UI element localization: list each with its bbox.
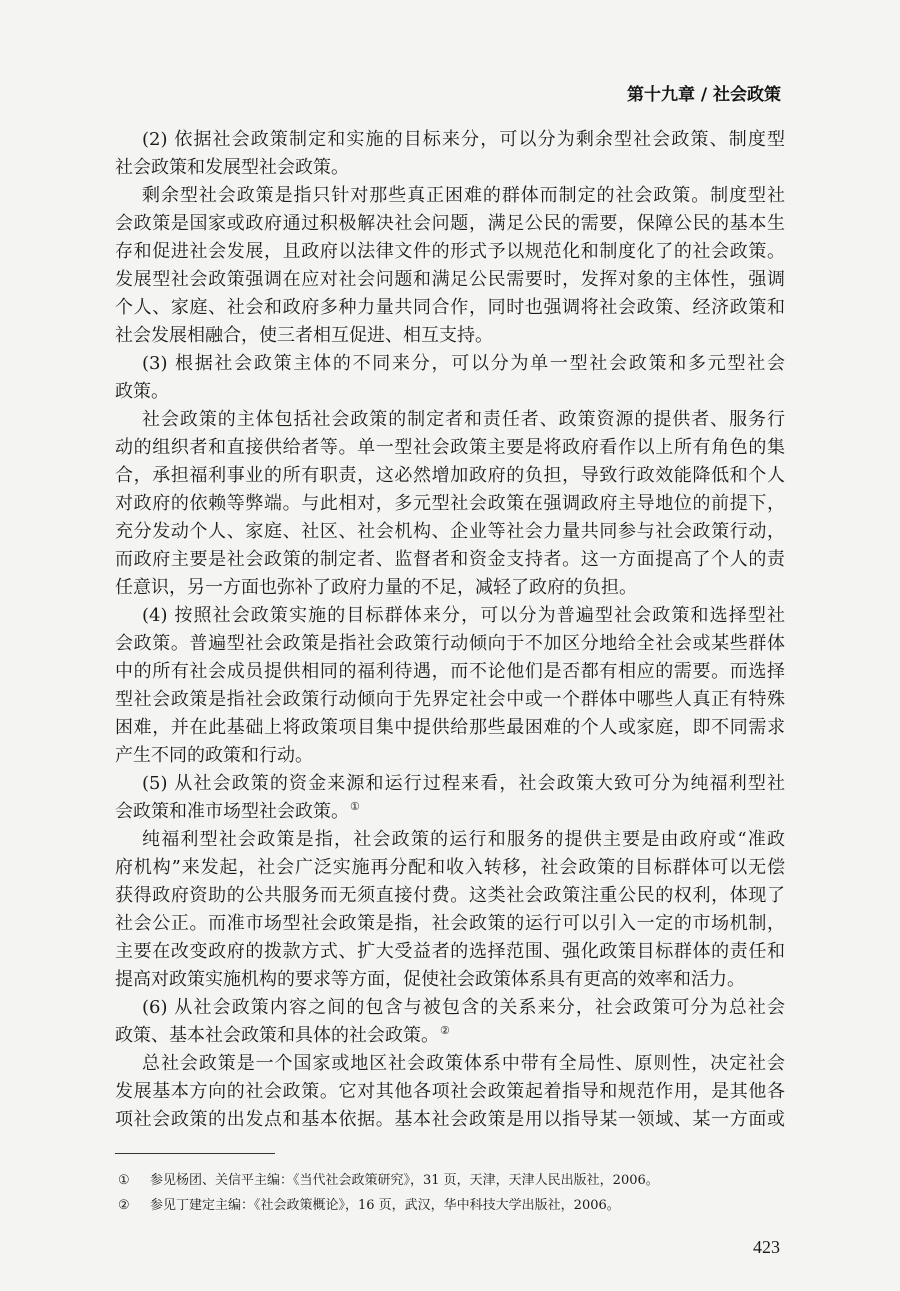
text-line: 总社会政策是一个国家或地区社会政策体系中带有全局性、原则性，决定社会 <box>142 1053 785 1074</box>
footnote-reference: ② <box>440 1024 450 1037</box>
paragraph <box>115 126 785 182</box>
text-line: 主要在改变政府的拨款方式、扩大受益者的选择范围、强化政策目标群体的责任和 <box>115 941 785 962</box>
paragraph <box>115 770 785 826</box>
text-line: (5) 从社会政策的资金来源和运行过程来看，社会政策大致可分为纯福利型社 <box>142 773 785 794</box>
text-line: 任意识，另一方面也弥补了政府力量的不足，减轻了政府的负担。 <box>115 577 637 598</box>
text-line: 发展基本方向的社会政策。它对其他各项社会政策起着指导和规范作用，是其他各 <box>115 1081 785 1102</box>
text-line: 项社会政策的出发点和基本依据。基本社会政策是用以指导某一领域、某一方面或 <box>115 1109 785 1130</box>
text-line <box>115 1022 785 1050</box>
text-line: 提高对政策实施机构的要求等方面，促使社会政策体系具有更高的效率和活力。 <box>115 969 745 990</box>
text-line-content: 会政策和准市场型社会政策。 <box>115 801 349 822</box>
text-line: 个人、家庭、社会和政府多种力量共同合作，同时也强调将社会政策、经济政策和 <box>115 297 785 318</box>
text-line: 社会政策的主体包括社会政策的制定者和责任者、政策资源的提供者、服务行 <box>142 409 785 430</box>
text-line: 社会发展相融合，使三者相互促进、相互支持。 <box>115 325 493 346</box>
text-line: 府机构”来发起，社会广泛实施再分配和收入转移，社会政策的目标群体可以无偿 <box>115 857 785 878</box>
text-line: 型社会政策是指社会政策行动倾向于先界定社会中或一个群体中哪些人真正有特殊 <box>115 689 785 710</box>
footnote-mark: ① <box>118 1173 130 1188</box>
paragraph <box>115 350 785 406</box>
text-line: 动的组织者和直接供给者等。单一型社会政策主要是将政府看作以上所有角色的集 <box>115 437 785 458</box>
text-line: 纯福利型社会政策是指，社会政策的运行和服务的提供主要是由政府或“准政 <box>142 829 785 850</box>
text-line: 发展型社会政策强调在应对社会问题和满足公民需要时，发挥对象的主体性，强调 <box>115 269 785 290</box>
footnote-text: 参见丁建定主编：《社会政策概论》，16 页，武汉，华中科技大学出版社，2006。 <box>150 1198 620 1213</box>
text-line: 政策。 <box>115 381 169 402</box>
footnote-text: 参见杨团、关信平主编：《当代社会政策研究》，31 页，天津，天津人民出版社，2006。 <box>150 1173 659 1188</box>
text-line-content: 政策、基本社会政策和具体的社会政策。 <box>115 1025 439 1046</box>
text-line: 困难，并在此基础上将政策项目集中提供给那些最困难的个人或家庭，即不同需求 <box>115 717 785 738</box>
footnote-reference: ① <box>350 800 360 813</box>
text-line: 会政策。普遍型社会政策是指社会政策行动倾向于不加区分地给全社会或某些群体 <box>115 633 785 654</box>
footnote <box>118 1168 798 1193</box>
paragraph <box>115 406 785 602</box>
paragraph <box>115 602 785 770</box>
paragraph <box>115 826 785 994</box>
running-header: 第十九章 / 社会政策 <box>626 85 781 105</box>
text-line: 社会政策和发展型社会政策。 <box>115 157 349 178</box>
text-line: (2) 依据社会政策制定和实施的目标来分，可以分为剩余型社会政策、制度型 <box>142 129 785 150</box>
page-number: 423 <box>753 1237 780 1257</box>
text-line: (3) 根据社会政策主体的不同来分，可以分为单一型社会政策和多元型社会 <box>142 353 785 374</box>
text-line: 充分发动个人、家庭、社区、社会机构、企业等社会力量共同参与社会政策行动， <box>115 521 785 542</box>
paragraph <box>115 1050 785 1134</box>
footnote <box>118 1193 798 1218</box>
text-line: 社会公正。而准市场型社会政策是指，社会政策的运行可以引入一定的市场机制， <box>115 913 785 934</box>
text-line: (6) 从社会政策内容之间的包含与被包含的关系来分，社会政策可分为总社会 <box>142 997 785 1018</box>
footnote-mark: ② <box>118 1198 130 1213</box>
text-line <box>115 798 785 826</box>
text-line: 中的所有社会成员提供相同的福利待遇，而不论他们是否都有相应的需要。而选择 <box>115 661 785 682</box>
text-line: 存和促进社会发展，且政府以法律文件的形式予以规范化和制度化了的社会政策。 <box>115 241 785 262</box>
text-line: 会政策是国家或政府通过积极解决社会问题，满足公民的需要，保障公民的基本生 <box>115 213 785 234</box>
body-text <box>115 126 785 1134</box>
text-line: 产生不同的政策和行动。 <box>115 745 313 766</box>
footnotes <box>118 1168 798 1218</box>
text-line: 合，承担福利事业的所有职责，这必然增加政府的负担，导致行政效能降低和个人 <box>115 465 785 486</box>
text-line: 剩余型社会政策是指只针对那些真正困难的群体而制定的社会政策。制度型社 <box>142 185 785 206</box>
paragraph <box>115 994 785 1050</box>
text-line: 对政府的依赖等弊端。与此相对，多元型社会政策在强调政府主导地位的前提下， <box>115 493 785 514</box>
text-line: 获得政府资助的公共服务而无须直接付费。这类社会政策注重公民的权利，体现了 <box>115 885 785 906</box>
text-line: (4) 按照社会政策实施的目标群体来分，可以分为普遍型社会政策和选择型社 <box>142 605 785 626</box>
footnote-divider <box>115 1153 275 1154</box>
paragraph <box>115 182 785 350</box>
text-line: 而政府主要是社会政策的制定者、监督者和资金支持者。这一方面提高了个人的责 <box>115 549 785 570</box>
